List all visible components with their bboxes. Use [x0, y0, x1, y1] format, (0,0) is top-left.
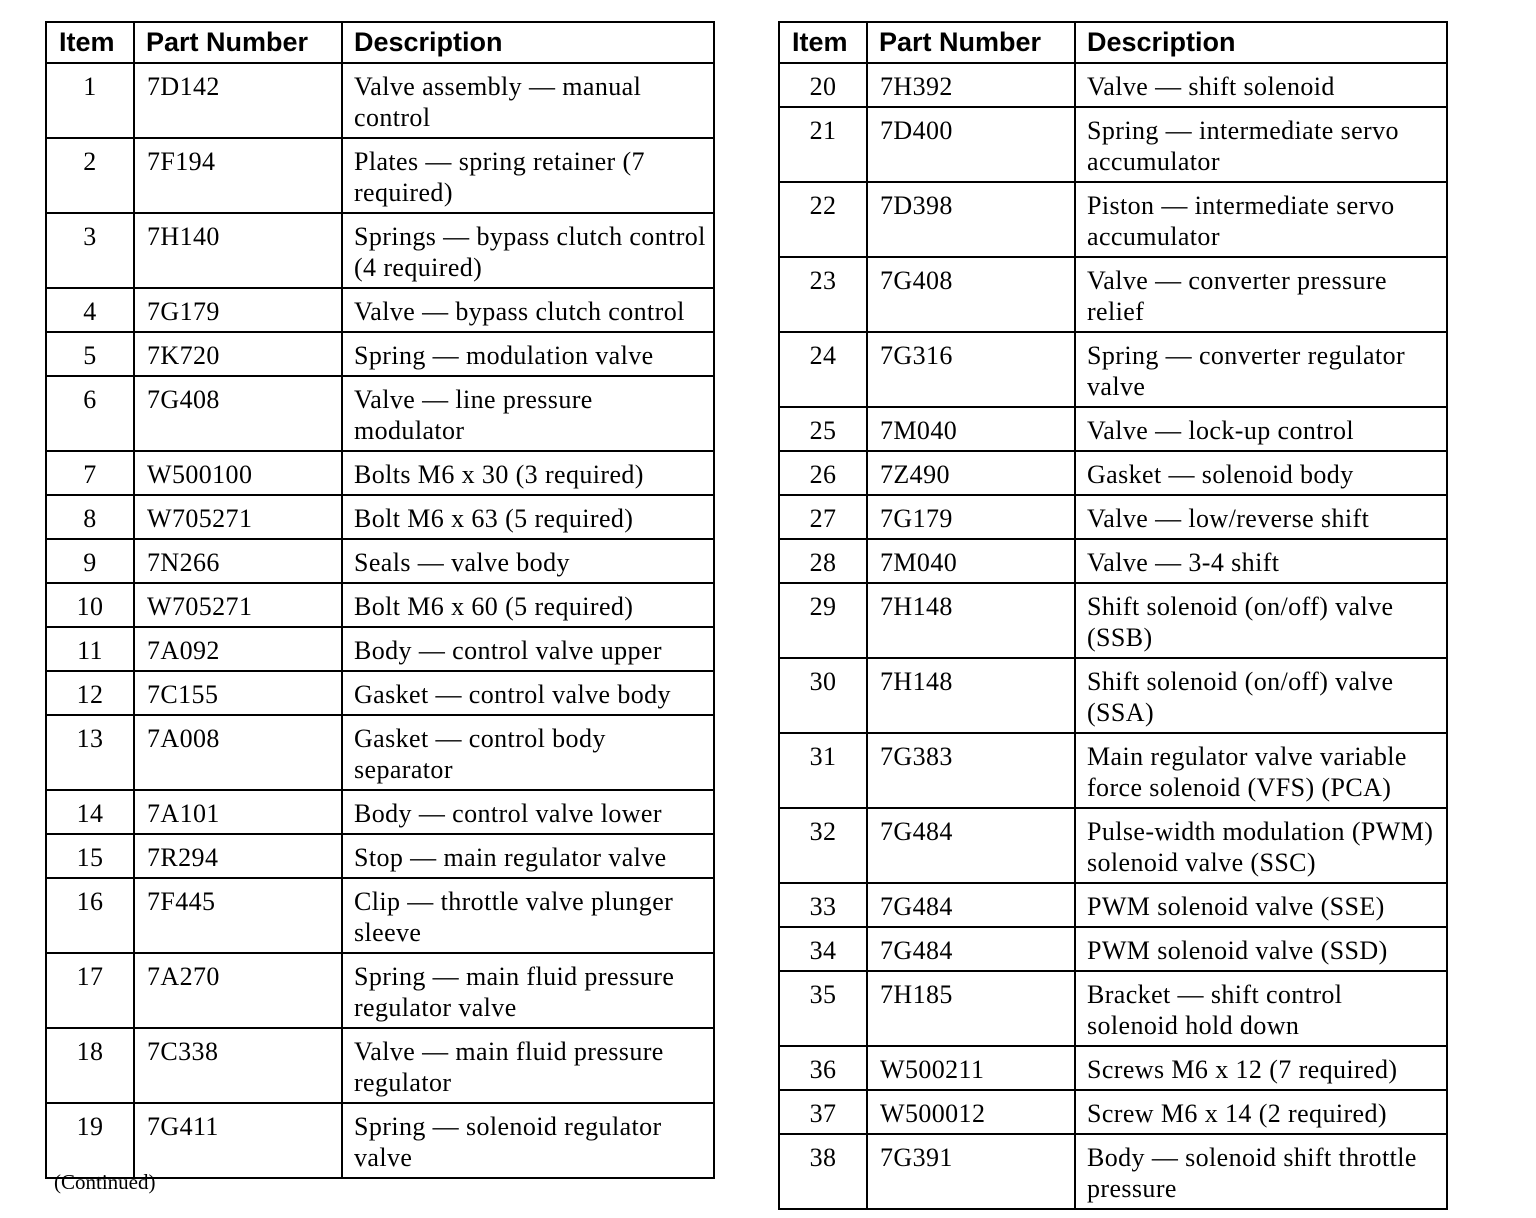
table-row — [46, 878, 714, 953]
table-row — [779, 808, 1447, 883]
part-number-cell: 7F194 — [134, 138, 342, 213]
description-cell: Valve — shift solenoid — [1075, 63, 1447, 107]
table-row — [46, 834, 714, 878]
description-cell: Body — solenoid shift throttle pressure — [1075, 1134, 1447, 1209]
header-item: Item — [46, 22, 134, 63]
item-cell: 19 — [46, 1103, 134, 1178]
table-row — [779, 539, 1447, 583]
description-cell: Screw M6 x 14 (2 required) — [1075, 1090, 1447, 1134]
part-number-cell: 7G179 — [134, 288, 342, 332]
description-cell: PWM solenoid valve (SSD) — [1075, 927, 1447, 971]
table-row — [779, 451, 1447, 495]
table-header-row — [46, 22, 714, 63]
part-number-cell: W705271 — [134, 583, 342, 627]
part-number-cell: 7H185 — [867, 971, 1075, 1046]
part-number-cell: 7G391 — [867, 1134, 1075, 1209]
description-cell: Shift solenoid (on/off) valve (SSA) — [1075, 658, 1447, 733]
item-cell: 8 — [46, 495, 134, 539]
table-row — [779, 971, 1447, 1046]
part-number-cell: 7Z490 — [867, 451, 1075, 495]
item-cell: 35 — [779, 971, 867, 1046]
description-cell: Screws M6 x 12 (7 required) — [1075, 1046, 1447, 1090]
item-cell: 24 — [779, 332, 867, 407]
part-number-cell: 7G408 — [134, 376, 342, 451]
table-row — [779, 1046, 1447, 1090]
table-row — [779, 927, 1447, 971]
table-row — [46, 63, 714, 138]
description-cell: Valve assembly — manual control — [342, 63, 714, 138]
item-cell: 11 — [46, 627, 134, 671]
part-number-cell: 7G408 — [867, 257, 1075, 332]
header-part-number: Part Number — [134, 22, 342, 63]
part-number-cell: 7G383 — [867, 733, 1075, 808]
item-cell: 28 — [779, 539, 867, 583]
table-row — [46, 138, 714, 213]
header-part-number: Part Number — [867, 22, 1075, 63]
description-cell: Springs — bypass clutch control (4 required) — [342, 213, 714, 288]
description-cell: Pulse-width modulation (PWM) solenoid valve (SSC) — [1075, 808, 1447, 883]
part-number-cell: 7K720 — [134, 332, 342, 376]
table-row — [779, 1090, 1447, 1134]
table-row — [46, 332, 714, 376]
part-number-cell: W500100 — [134, 451, 342, 495]
part-number-cell: 7H148 — [867, 658, 1075, 733]
item-cell: 7 — [46, 451, 134, 495]
description-cell: Gasket — control body separator — [342, 715, 714, 790]
table-row — [46, 583, 714, 627]
part-number-cell: 7C155 — [134, 671, 342, 715]
description-cell: Spring — main fluid pressure regulator valve — [342, 953, 714, 1028]
table-row — [46, 1103, 714, 1178]
part-number-cell: 7H148 — [867, 583, 1075, 658]
table-row — [779, 63, 1447, 107]
item-cell: 18 — [46, 1028, 134, 1103]
part-number-cell: 7M040 — [867, 407, 1075, 451]
part-number-cell: 7A092 — [134, 627, 342, 671]
description-cell: Valve — line pressure modulator — [342, 376, 714, 451]
description-cell: Body — control valve upper — [342, 627, 714, 671]
description-cell: Clip — throttle valve plunger sleeve — [342, 878, 714, 953]
description-cell: Spring — intermediate servo accumulator — [1075, 107, 1447, 182]
part-number-cell: 7R294 — [134, 834, 342, 878]
part-number-cell: 7G484 — [867, 808, 1075, 883]
parts-table-left — [45, 21, 715, 1179]
continued-note: (Continued) — [54, 1170, 156, 1194]
table-body-left — [46, 63, 714, 1178]
item-cell: 13 — [46, 715, 134, 790]
description-cell: Body — control valve lower — [342, 790, 714, 834]
part-number-cell: 7C338 — [134, 1028, 342, 1103]
description-cell: Gasket — solenoid body — [1075, 451, 1447, 495]
part-number-cell: 7G316 — [867, 332, 1075, 407]
item-cell: 27 — [779, 495, 867, 539]
header-description: Description — [1075, 22, 1447, 63]
part-number-cell: 7H140 — [134, 213, 342, 288]
item-cell: 20 — [779, 63, 867, 107]
description-cell: Main regulator valve variable force solenoid (VFS) (PCA) — [1075, 733, 1447, 808]
part-number-cell: 7G484 — [867, 927, 1075, 971]
table-row — [779, 883, 1447, 927]
description-cell: Spring — solenoid regulator valve — [342, 1103, 714, 1178]
item-cell: 26 — [779, 451, 867, 495]
description-cell: PWM solenoid valve (SSE) — [1075, 883, 1447, 927]
description-cell: Bracket — shift control solenoid hold down — [1075, 971, 1447, 1046]
description-cell: Bolt M6 x 63 (5 required) — [342, 495, 714, 539]
table-row — [779, 583, 1447, 658]
item-cell: 30 — [779, 658, 867, 733]
description-cell: Valve — main fluid pressure regulator — [342, 1028, 714, 1103]
part-number-cell: 7A101 — [134, 790, 342, 834]
table-row — [46, 288, 714, 332]
parts-table-right — [778, 21, 1448, 1210]
item-cell: 37 — [779, 1090, 867, 1134]
description-cell: Shift solenoid (on/off) valve (SSB) — [1075, 583, 1447, 658]
part-number-cell: 7F445 — [134, 878, 342, 953]
table-row — [779, 107, 1447, 182]
table-row — [46, 451, 714, 495]
description-cell: Spring — modulation valve — [342, 332, 714, 376]
item-cell: 34 — [779, 927, 867, 971]
part-number-cell: 7H392 — [867, 63, 1075, 107]
table-row — [46, 495, 714, 539]
table-row — [46, 790, 714, 834]
description-cell: Seals — valve body — [342, 539, 714, 583]
part-number-cell: 7G484 — [867, 883, 1075, 927]
part-number-cell: 7D142 — [134, 63, 342, 138]
header-description: Description — [342, 22, 714, 63]
item-cell: 21 — [779, 107, 867, 182]
item-cell: 15 — [46, 834, 134, 878]
item-cell: 9 — [46, 539, 134, 583]
part-number-cell: 7M040 — [867, 539, 1075, 583]
table-row — [46, 627, 714, 671]
table-row — [779, 658, 1447, 733]
item-cell: 6 — [46, 376, 134, 451]
table-row — [779, 495, 1447, 539]
description-cell: Valve — 3-4 shift — [1075, 539, 1447, 583]
table-row — [779, 1134, 1447, 1209]
part-number-cell: 7G179 — [867, 495, 1075, 539]
description-cell: Spring — converter regulator valve — [1075, 332, 1447, 407]
item-cell: 33 — [779, 883, 867, 927]
table-row — [46, 953, 714, 1028]
table-row — [779, 257, 1447, 332]
description-cell: Stop — main regulator valve — [342, 834, 714, 878]
description-cell: Valve — bypass clutch control — [342, 288, 714, 332]
part-number-cell: 7A270 — [134, 953, 342, 1028]
item-cell: 3 — [46, 213, 134, 288]
item-cell: 17 — [46, 953, 134, 1028]
description-cell: Gasket — control valve body — [342, 671, 714, 715]
table-row — [46, 671, 714, 715]
table-row — [46, 715, 714, 790]
part-number-cell: 7A008 — [134, 715, 342, 790]
description-cell: Valve — converter pressure relief — [1075, 257, 1447, 332]
item-cell: 16 — [46, 878, 134, 953]
description-cell: Valve — low/reverse shift — [1075, 495, 1447, 539]
item-cell: 10 — [46, 583, 134, 627]
item-cell: 1 — [46, 63, 134, 138]
table-row — [779, 332, 1447, 407]
table-row — [46, 213, 714, 288]
item-cell: 25 — [779, 407, 867, 451]
table-row — [46, 539, 714, 583]
item-cell: 4 — [46, 288, 134, 332]
description-cell: Bolt M6 x 60 (5 required) — [342, 583, 714, 627]
table-row — [46, 376, 714, 451]
description-cell: Valve — lock-up control — [1075, 407, 1447, 451]
table-row — [779, 407, 1447, 451]
part-number-cell: 7D398 — [867, 182, 1075, 257]
item-cell: 38 — [779, 1134, 867, 1209]
table-header-row — [779, 22, 1447, 63]
item-cell: 31 — [779, 733, 867, 808]
description-cell: Bolts M6 x 30 (3 required) — [342, 451, 714, 495]
part-number-cell: 7N266 — [134, 539, 342, 583]
item-cell: 22 — [779, 182, 867, 257]
header-item: Item — [779, 22, 867, 63]
item-cell: 12 — [46, 671, 134, 715]
description-cell: Plates — spring retainer (7 required) — [342, 138, 714, 213]
part-number-cell: W705271 — [134, 495, 342, 539]
part-number-cell: 7G411 — [134, 1103, 342, 1178]
item-cell: 14 — [46, 790, 134, 834]
table-row — [779, 182, 1447, 257]
item-cell: 2 — [46, 138, 134, 213]
part-number-cell: 7D400 — [867, 107, 1075, 182]
description-cell: Piston — intermediate servo accumulator — [1075, 182, 1447, 257]
item-cell: 5 — [46, 332, 134, 376]
table-row — [779, 733, 1447, 808]
item-cell: 32 — [779, 808, 867, 883]
table-body-right — [779, 63, 1447, 1209]
item-cell: 29 — [779, 583, 867, 658]
table-row — [46, 1028, 714, 1103]
part-number-cell: W500012 — [867, 1090, 1075, 1134]
part-number-cell: W500211 — [867, 1046, 1075, 1090]
item-cell: 23 — [779, 257, 867, 332]
item-cell: 36 — [779, 1046, 867, 1090]
